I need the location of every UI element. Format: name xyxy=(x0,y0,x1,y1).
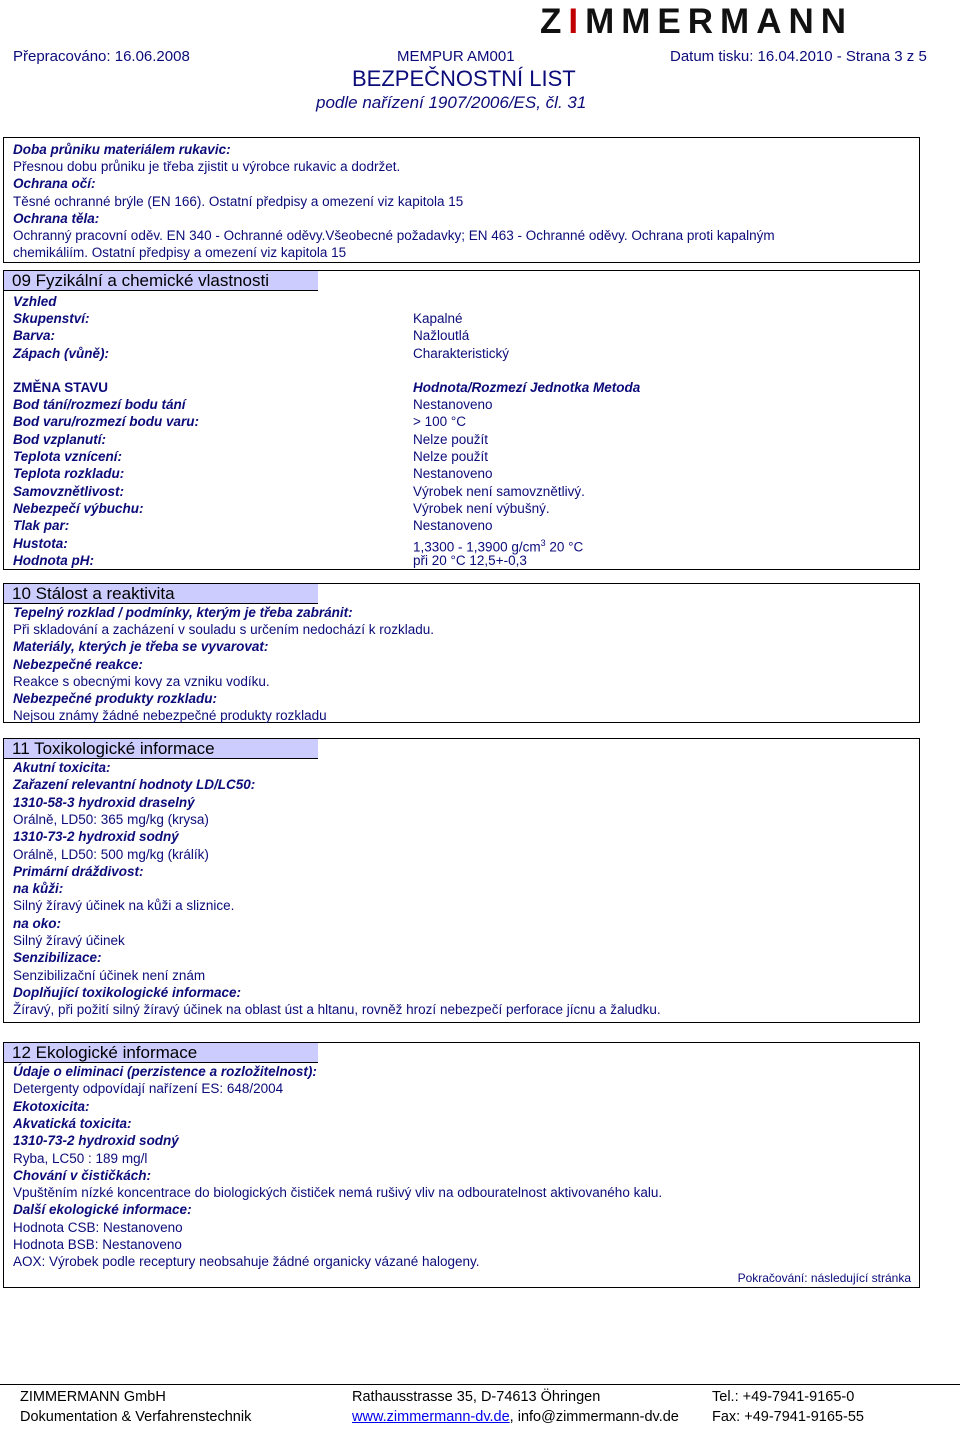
section-11 xyxy=(3,738,920,1023)
page-title: BEZPEČNOSTNÍ LIST xyxy=(352,66,576,91)
field-value: Reakce s obecnými kovy za vzniku vodíku. xyxy=(13,673,270,689)
field-value: Žíravý, při požití silný žíravý účinek na oblast úst a hltanu, rovněž hrozí nebezpečí perforace jícnu a žaludku. xyxy=(13,1002,661,1018)
property-value: Kapalné xyxy=(413,311,463,326)
field-label: Akutní toxicita: xyxy=(13,760,111,775)
section-12-heading: 12 Ekologické informace xyxy=(4,1043,318,1063)
page-subtitle: podle nařízení 1907/2006/ES, čl. 31 xyxy=(316,93,587,112)
logo-text-z: Z xyxy=(540,2,569,41)
field-label: Nebezpečné reakce: xyxy=(13,656,143,672)
product-name: MEMPUR AM001 xyxy=(397,48,515,65)
section-09 xyxy=(3,270,920,570)
property-value: Nažloutlá xyxy=(413,328,470,344)
field-label: Ekotoxicita: xyxy=(13,1098,90,1114)
property-value: Nestanoveno xyxy=(413,518,493,534)
density-unit-exponent: 3 xyxy=(540,538,546,548)
print-info: Datum tisku: 16.04.2010 - Strana 3 z 5 xyxy=(670,48,927,65)
field-label: Doba průniku materiálem rukavic: xyxy=(13,142,231,157)
field-label: Zařazení relevantní hodnoty LD/LC50: xyxy=(13,777,256,793)
property-value: Nelze použít xyxy=(413,448,489,464)
footer-email[interactable]: info@zimmermann-dv.de xyxy=(517,1409,679,1425)
footer-address: Rathausstrasse 35, D-74613 Öhringen xyxy=(352,1389,601,1405)
field-value: Ochranný pracovní oděv. EN 340 - Ochranné oděvy.Všeobecné požadavky; EN 463 - Ochranné oděvy. Ochrana proti kapalným xyxy=(13,228,775,243)
field-value: Nejsou známy žádné nebezpečné produkty rozkladu xyxy=(13,708,327,724)
logo-text-i: I xyxy=(568,2,586,41)
field-label: Doplňující toxikologické informace: xyxy=(13,984,242,1000)
change-state-label: ZMĚNA STAVU xyxy=(13,380,108,395)
field-value: Hodnota CSB: Nestanoveno xyxy=(13,1219,183,1235)
property-label: Bod varu/rozmezí bodu varu: xyxy=(13,414,200,430)
change-state-columns: Hodnota/Rozmezí Jednotka Metoda xyxy=(413,380,641,395)
field-label: Tepelný rozklad / podmínky, kterým je třeba zabránit: xyxy=(13,605,353,620)
property-value: Charakteristický xyxy=(413,345,510,361)
field-value: Těsné ochranné brýle (EN 166). Ostatní předpisy a omezení viz kapitola 15 xyxy=(13,193,464,209)
footer-fax: Fax: +49-7941-9165-55 xyxy=(712,1409,864,1425)
footer-contacts xyxy=(352,1409,679,1425)
field-value: Orálně, LD50: 500 mg/kg (králík) xyxy=(13,846,209,862)
property-label: Skupenství: xyxy=(13,311,90,326)
property-value: > 100 °C xyxy=(413,414,467,430)
field-value: Ryba, LC50 : 189 mg/l xyxy=(13,1150,148,1166)
property-label: Zápach (vůně): xyxy=(13,345,110,361)
company-logo xyxy=(540,2,853,42)
field-label: na oko: xyxy=(13,915,62,931)
field-label: Další ekologické informace: xyxy=(13,1202,192,1218)
field-label: Nebezpečné produkty rozkladu: xyxy=(13,691,218,706)
field-label: Senzibilizace: xyxy=(13,950,102,966)
section-09-heading: 09 Fyzikální a chemické vlastnosti xyxy=(4,271,318,291)
field-value: Při skladování a zacházení v souladu s určením nedochází k rozkladu. xyxy=(13,622,434,638)
property-value: Nelze použít xyxy=(413,431,489,447)
field-value: Silný žíravý účinek na kůži a sliznice. xyxy=(13,898,235,914)
footer-tel: Tel.: +49-7941-9165-0 xyxy=(712,1389,855,1405)
field-label: Materiály, kterých je třeba se vyvarovat: xyxy=(13,639,269,655)
field-label: 1310-73-2 hydroxid sodný xyxy=(13,829,179,845)
section-11-heading: 11 Toxikologické informace xyxy=(4,739,318,759)
ph-label: Hodnota pH: xyxy=(13,553,94,568)
footer-company: ZIMMERMANN GmbH xyxy=(20,1389,166,1405)
section-10-heading: 10 Stálost a reaktivita xyxy=(4,584,318,604)
ph-value: při 20 °C 12,5+-0,3 xyxy=(413,553,527,568)
field-value: Detergenty odpovídají nařízení ES: 648/2004 xyxy=(13,1081,284,1097)
footer-web-link[interactable]: www.zimmermann-dv.de xyxy=(352,1409,510,1425)
field-value: AOX: Výrobek podle receptury neobsahuje žádné organicky vázané halogeny. xyxy=(13,1254,480,1270)
section-12 xyxy=(3,1042,920,1288)
revised-date: Přepracováno: 16.06.2008 xyxy=(13,48,190,65)
field-label: Primární dráždivost: xyxy=(13,863,144,879)
field-value: Vpuštěním nízké koncentrace do biologických čističek nemá rušivý vliv na odbouratelnost aktivovaného kalu. xyxy=(13,1185,663,1201)
density-label: Hustota: xyxy=(13,536,68,551)
property-label: Teplota rozkladu: xyxy=(13,466,125,482)
field-label: 1310-73-2 hydroxid sodný xyxy=(13,1133,179,1149)
field-label: Ochrana očí: xyxy=(13,176,96,192)
logo-text-rest: MMERMANN xyxy=(585,2,854,41)
property-value: Výrobek není výbušný. xyxy=(413,500,550,516)
continuation-note: Pokračování: následující stránka xyxy=(737,1271,911,1285)
field-label: Údaje o eliminaci (perzistence a rozložitelnost): xyxy=(13,1064,317,1079)
field-value: Hodnota BSB: Nestanoveno xyxy=(13,1237,182,1252)
property-label: Barva: xyxy=(13,328,56,344)
field-value: Přesnou dobu průniku je třeba zjistit u výrobce rukavic a dodržet. xyxy=(13,159,401,175)
property-value: Nestanoveno xyxy=(413,466,493,482)
field-label: Akvatická toxicita: xyxy=(13,1115,132,1131)
field-label: 1310-58-3 hydroxid draselný xyxy=(13,794,195,810)
property-label: Teplota vznícení: xyxy=(13,448,123,464)
section-10 xyxy=(3,583,920,723)
density-value-temp: 20 °C xyxy=(545,539,584,555)
vzhled-label: Vzhled xyxy=(13,294,57,309)
property-label: Tlak par: xyxy=(13,518,70,534)
density-value-main: 1,3300 - 1,3900 g/cm xyxy=(413,539,541,555)
footer-dept: Dokumentation & Verfahrenstechnik xyxy=(20,1409,252,1425)
property-label: Nebezpečí výbuchu: xyxy=(13,500,144,516)
footer-separator: , xyxy=(509,1409,518,1425)
property-value: Výrobek není samovznětlivý. xyxy=(413,483,585,499)
field-value: Silný žíravý účinek xyxy=(13,933,125,948)
footer-divider xyxy=(0,1384,960,1385)
protection-box xyxy=(3,137,920,263)
field-label: Ochrana těla: xyxy=(13,210,100,226)
field-label: Chování v čističkách: xyxy=(13,1167,152,1183)
field-label: na kůži: xyxy=(13,881,64,897)
property-label: Bod tání/rozmezí bodu tání xyxy=(13,397,186,412)
property-value: Nestanoveno xyxy=(413,397,493,412)
property-label: Samovznětlivost: xyxy=(13,483,125,499)
field-value: chemikáliím. Ostatní předpisy a omezení viz kapitola 15 xyxy=(13,245,347,261)
field-value: Orálně, LD50: 365 mg/kg (krysa) xyxy=(13,811,209,827)
field-value: Senzibilizační účinek není znám xyxy=(13,967,206,983)
property-label: Bod vzplanutí: xyxy=(13,431,106,447)
